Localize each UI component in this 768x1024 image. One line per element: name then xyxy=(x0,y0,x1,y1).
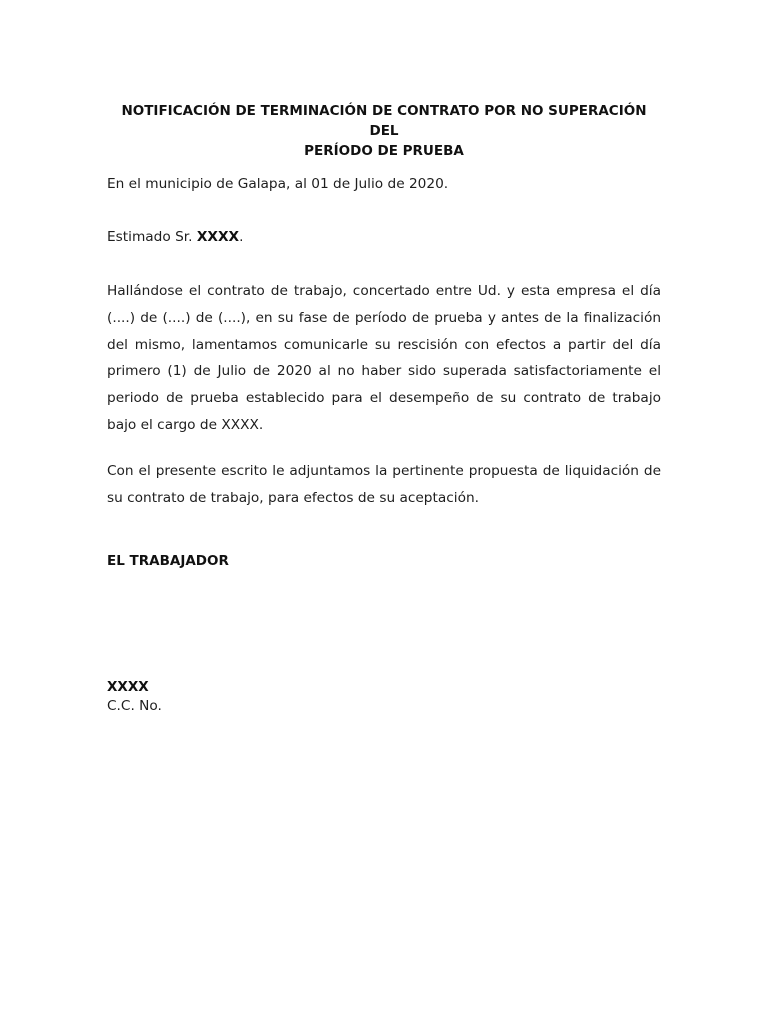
body-paragraph: Hallándose el contrato de trabajo, concertado entre Ud. y esta empresa el día (....) de (....) de (....), en su fase de período de prueba y antes de la finalización del mismo, lamentamos comunicarle su rescisión con efectos a partir del día primero (1) de Julio de 2020 al no haber sido superada satisfactoriamente el periodo de prueba establecido para el desempeño de su contrato de trabajo bajo el cargo de XXXX. xyxy=(107,283,661,433)
signer-id-label: C.C. No. xyxy=(107,698,162,714)
signer-name: XXXX xyxy=(107,679,149,695)
signer-title: EL TRABAJADOR xyxy=(107,553,229,569)
document-title-line-1: NOTIFICACIÓN DE TERMINACIÓN DE CONTRATO POR NO SUPERACIÓN DEL xyxy=(121,103,647,139)
greeting-suffix: . xyxy=(239,229,244,245)
document-title-line-2: PERÍODO DE PRUEBA xyxy=(304,143,464,159)
greeting-prefix: Estimado Sr. xyxy=(107,229,197,245)
greeting-name: XXXX xyxy=(196,229,240,245)
greeting-line xyxy=(107,224,661,251)
place-date-line: En el municipio de Galapa, al 01 de Julio de 2020. xyxy=(107,176,449,192)
document-title xyxy=(107,101,661,161)
attachment-paragraph: Con el presente escrito le adjuntamos la pertinente propuesta de liquidación de su contrato de trabajo, para efectos de su aceptación. xyxy=(107,463,661,506)
